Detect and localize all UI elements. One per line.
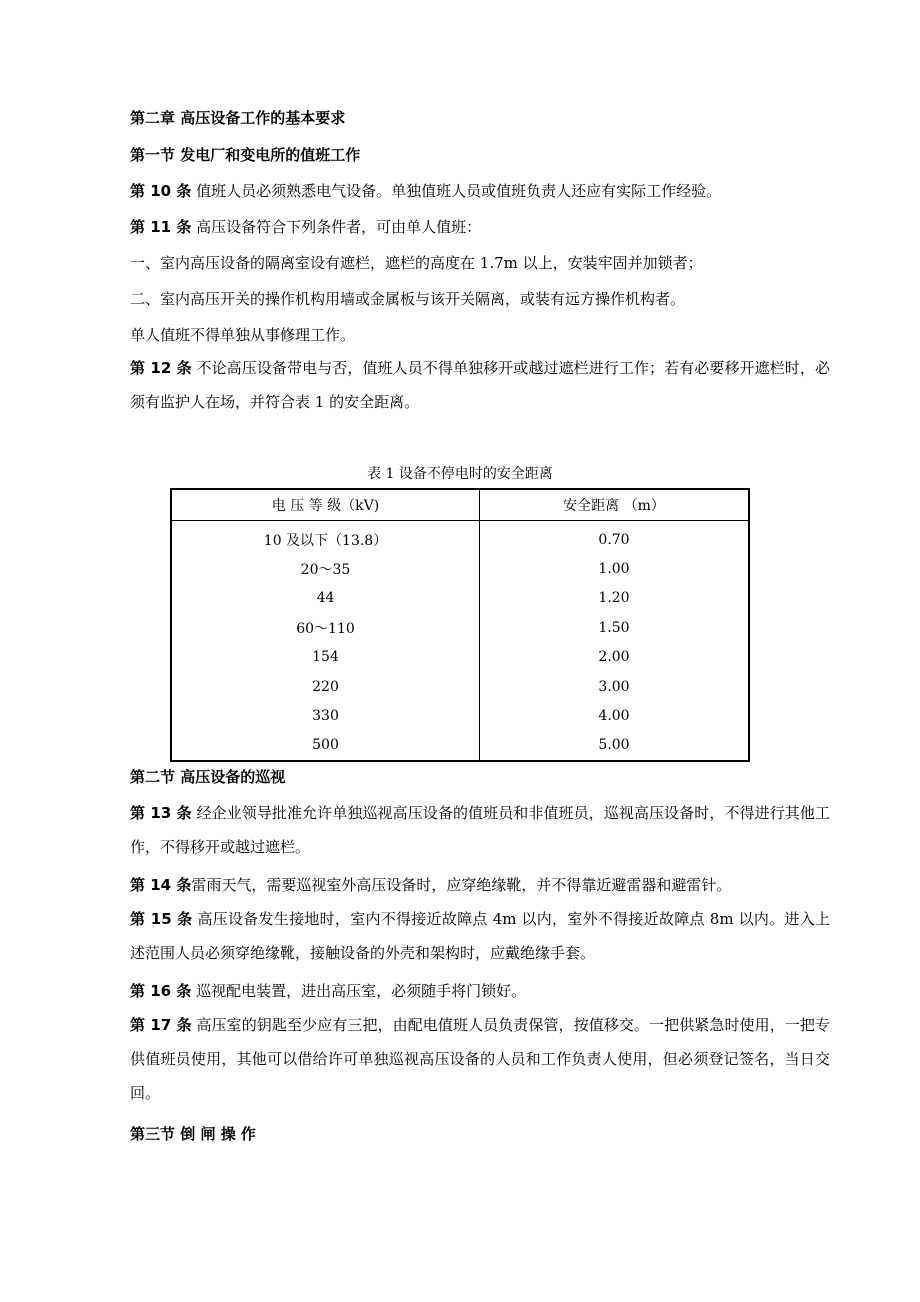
article-number: 第 12 条	[130, 359, 192, 377]
section-title: 高压设备的巡视	[180, 768, 286, 786]
voltage-cell: 60～110	[296, 620, 355, 637]
chapter-heading	[130, 108, 345, 128]
article-text: 经企业领导批准允许单独巡视高压设备的值班员和非值班员，巡视高压设备时，不得进行其他工作，不得移开或越过遮栏。	[130, 804, 830, 856]
section-title: 发电厂和变电所的值班工作	[180, 146, 361, 164]
single-duty-note: 单人值班不得单独从事修理工作。	[130, 326, 356, 344]
section-title: 倒 闸 操 作	[180, 1125, 256, 1143]
table-row	[171, 701, 749, 730]
article-10	[130, 181, 721, 201]
section-heading-2	[130, 767, 285, 787]
article-17	[130, 1008, 830, 1110]
voltage-cell: 10 及以下（13.8）	[263, 532, 388, 549]
article-number: 第 14 条	[130, 876, 192, 894]
article-text: 巡视配电装置，进出高压室，必须随手将门锁好。	[196, 982, 527, 1000]
distance-cell: 4.00	[480, 701, 750, 730]
table-row	[171, 613, 749, 642]
safety-distance-table	[170, 488, 750, 762]
article-number: 第 16 条	[130, 982, 192, 1000]
voltage-header: 电 压 等 级（kV)	[171, 489, 480, 521]
chapter-label: 第二章	[130, 109, 176, 127]
article-number: 第 11 条	[130, 218, 192, 236]
article-number: 第 13 条	[130, 804, 192, 822]
article-16	[130, 981, 526, 1001]
chapter-title: 高压设备工作的基本要求	[180, 109, 346, 127]
article-text: 高压设备发生接地时，室内不得接近故障点 4m 以内，室外不得接近故障点 8m 以内。进入上述范围人员必须穿绝缘靴，接触设备的外壳和架构时，应戴绝缘手套。	[130, 910, 830, 962]
distance-header: 安全距离 （m）	[480, 489, 750, 521]
article-number: 第 17 条	[130, 1016, 192, 1034]
article-15	[130, 902, 830, 970]
distance-cell: 1.20	[480, 584, 750, 613]
voltage-cell: 500	[312, 737, 339, 754]
distance-cell: 1.00	[480, 554, 750, 583]
distance-cell: 3.00	[480, 672, 750, 701]
voltage-cell: 330	[312, 708, 339, 725]
table-row	[171, 672, 749, 701]
table-row	[171, 731, 749, 761]
section-heading-3	[130, 1124, 256, 1144]
article-number: 第 15 条	[130, 910, 193, 928]
article-14	[130, 875, 731, 895]
section-label: 第一节	[130, 146, 176, 164]
table-row	[171, 554, 749, 583]
table-row	[171, 521, 749, 555]
article-number: 第 10 条	[130, 182, 192, 200]
voltage-cell: 44	[316, 590, 335, 607]
section-label: 第二节	[130, 768, 176, 786]
article-12	[130, 351, 830, 419]
voltage-cell: 154	[312, 649, 339, 666]
article-13	[130, 796, 830, 864]
voltage-cell: 220	[312, 678, 339, 695]
voltage-cell: 20～35	[300, 562, 351, 579]
article-text: 高压室的钥匙至少应有三把，由配电值班人员负责保管，按值移交。一把供紧急时使用，一把专供值班员使用，其他可以借给许可单独巡视高压设备的人员和工作负责人使用，但必须登记签名，当日交回。	[130, 1016, 830, 1102]
article-text: 值班人员必须熟悉电气设备。单独值班人员或值班负责人还应有实际工作经验。	[196, 182, 722, 200]
distance-cell: 2.00	[480, 643, 750, 672]
distance-cell: 1.50	[480, 613, 750, 642]
table-row	[171, 643, 749, 672]
distance-cell: 0.70	[480, 521, 750, 555]
article-text: 高压设备符合下列条件者，可由单人值班：	[196, 218, 482, 236]
article-text: 雷雨天气，需要巡视室外高压设备时，应穿绝缘靴，并不得靠近避雷器和避雷针。	[191, 876, 732, 894]
table-caption: 表 1 设备不停电时的安全距离	[367, 466, 553, 482]
section-heading-1	[130, 145, 360, 165]
condition-2: 二、室内高压开关的操作机构用墙或金属板与该开关隔离，或装有远方操作机构者。	[130, 290, 686, 308]
distance-cell: 5.00	[480, 731, 750, 761]
table-row	[171, 584, 749, 613]
article-text: 不论高压设备带电与否，值班人员不得单独移开或越过遮栏进行工作；若有必要移开遮栏时，必须有监护人在场，并符合表 1 的安全距离。	[130, 359, 830, 411]
article-11	[130, 217, 481, 237]
table-header-row	[171, 489, 749, 521]
section-label: 第三节	[130, 1125, 176, 1143]
condition-1: 一、室内高压设备的隔离室设有遮栏，遮栏的高度在 1.7m 以上，安装牢固并加锁者；	[130, 254, 703, 272]
